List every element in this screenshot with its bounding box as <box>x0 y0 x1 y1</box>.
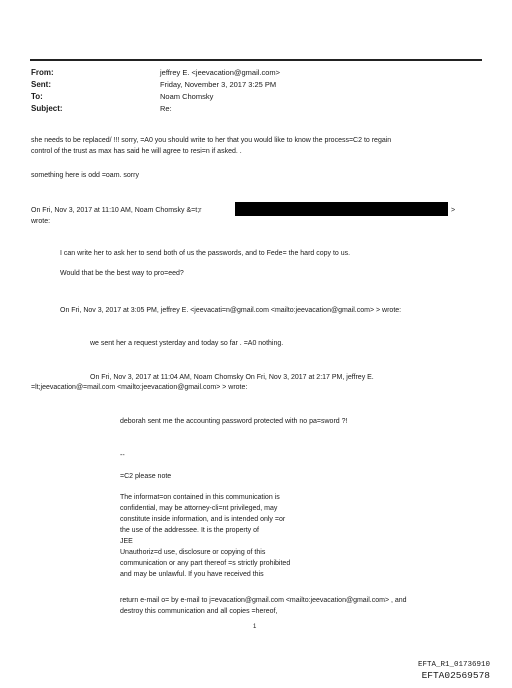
to-label: To: <box>31 92 43 101</box>
bates-number-large: EFTA02569578 <box>421 670 490 681</box>
disclaimer-line: the use of the addressee. It is the property of <box>120 527 259 534</box>
page-number: 1 <box>253 624 257 630</box>
body-line: she needs to be replaced/ !!! sorry, =A0 you should write to her that you would like to know the process=C2 to regain <box>31 137 392 144</box>
quote-header: wrote: <box>31 218 51 225</box>
disclaimer-line: The informat=on contained in this communication is <box>120 494 280 501</box>
sent-label: Sent: <box>31 80 51 89</box>
quote-header: On Fri, Nov 3, 2017 at 11:04 AM, Noam Chomsky On Fri, Nov 3, 2017 at 2:17 PM, jeffrey E. <box>90 374 374 381</box>
disclaimer-line: Unauthoriz=d use, disclosure or copying of this <box>120 549 266 556</box>
body-line: deborah sent me the accounting password protected with no pa=sword ?! <box>120 418 348 425</box>
body-line: I can write her to ask her to send both of us the passwords, and to Fede= the hard copy to us. <box>60 250 351 257</box>
quote-header: =lt;jeevacation@=mail.com <mailto:jeevacation@gmail.com> > wrote: <box>31 384 248 391</box>
bates-number-small: EFTA_R1_01736910 <box>417 661 490 669</box>
redaction-box <box>235 202 448 216</box>
subject-label: Subject: <box>31 104 63 113</box>
body-line: something here is odd =oam. sorry <box>31 172 139 179</box>
disclaimer-line: return e-mail o= by e-mail to j=evacation@gmail.com <mailto:jeevacation@gmail.com> , and <box>120 597 407 604</box>
quote-header: On Fri, Nov 3, 2017 at 11:10 AM, Noam Chomsky &=t;r <box>31 207 202 214</box>
quote-header-end: > <box>451 207 456 214</box>
body-line: we sent her a request ysterday and today so far . =A0 nothing. <box>90 340 284 347</box>
to-value: Noam Chomsky <box>160 92 214 101</box>
body-line: =C2 please note <box>120 473 172 480</box>
signature-dashes: -- <box>120 452 125 459</box>
sent-value: Friday, November 3, 2017 3:25 PM <box>160 80 277 89</box>
disclaimer-line: communication or any part thereof =s strictly prohibited <box>120 560 291 567</box>
header-rule <box>30 59 482 61</box>
from-value: jeffrey E. <jeevacation@gmail.com> <box>160 68 281 77</box>
disclaimer-line: constitute inside information, and is intended only =or <box>120 516 286 523</box>
body-line: control of the trust as max has said he will agree to resi=n if asked. . <box>31 148 242 155</box>
disclaimer-line: destroy this communication and all copies =hereof, <box>120 608 278 615</box>
body-line: Would that be the best way to pro=eed? <box>60 270 184 277</box>
disclaimer-line: and may be unlawful. If you have received this <box>120 571 264 578</box>
disclaimer-line: confidential, may be attorney-cli=nt privileged, may <box>120 505 278 512</box>
subject-value: Re: <box>160 104 172 113</box>
from-label: From: <box>31 68 54 77</box>
quote-header: On Fri, Nov 3, 2017 at 3:05 PM, jeffrey E. <jeevacati=n@gmail.com <mailto:jeevacation@gmail.com> > wrote: <box>60 307 402 314</box>
disclaimer-line: JEE <box>120 538 133 545</box>
